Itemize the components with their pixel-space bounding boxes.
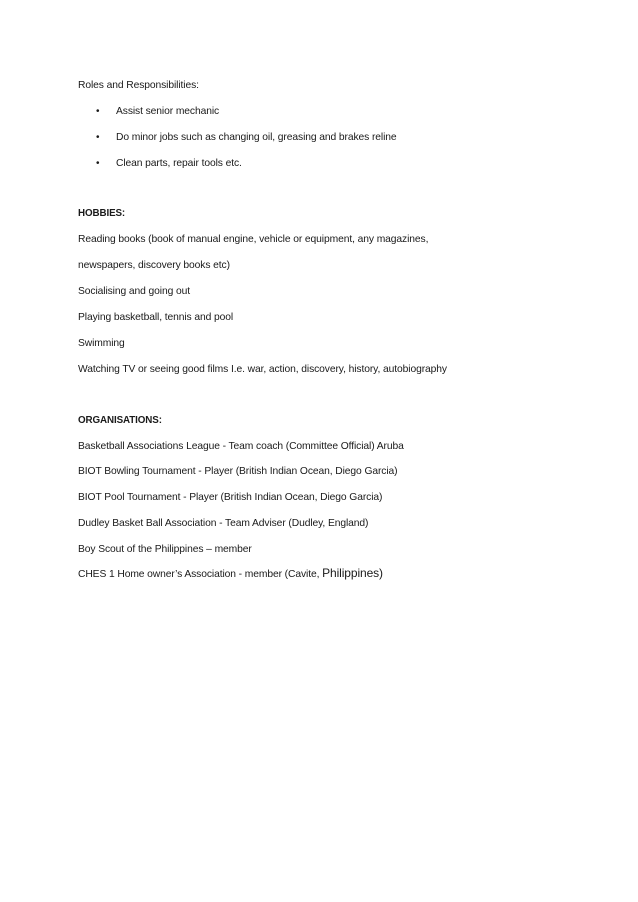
organisation-line-suffix: Philippines) (322, 566, 383, 580)
roles-item-text: Clean parts, repair tools etc. (116, 158, 242, 169)
hobby-line: Playing basketball, tennis and pool (78, 312, 234, 323)
organisation-line: BIOT Bowling Tournament - Player (British Indian Ocean, Diego Garcia) (78, 466, 398, 477)
roles-item-text: Do minor jobs such as changing oil, greasing and brakes reline (116, 132, 397, 143)
organisations-heading: ORGANISATIONS: (78, 415, 162, 426)
hobby-line: Reading books (book of manual engine, vehicle or equipment, any magazines, (78, 234, 429, 245)
hobby-line: newspapers, discovery books etc) (78, 260, 230, 271)
hobby-line: Swimming (78, 338, 125, 349)
roles-bullet-item (96, 157, 242, 170)
bullet-icon: • (96, 106, 100, 117)
bullet-icon: • (96, 158, 100, 169)
hobby-line: Socialising and going out (78, 286, 190, 297)
roles-bullet-item (96, 105, 219, 118)
roles-bullet-item (96, 131, 397, 144)
organisation-line: Dudley Basket Ball Association - Team Adviser (Dudley, England) (78, 518, 369, 529)
organisation-line: Boy Scout of the Philippines – member (78, 544, 252, 555)
organisation-line-prefix: CHES 1 Home owner’s Association - member (Cavite, (78, 569, 323, 580)
hobbies-heading: HOBBIES: (78, 208, 126, 219)
bullet-icon: • (96, 132, 100, 143)
roles-item-text: Assist senior mechanic (116, 106, 220, 117)
organisation-line: BIOT Pool Tournament - Player (British Indian Ocean, Diego Garcia) (78, 492, 383, 503)
organisation-line: Basketball Associations League - Team coach (Committee Official) Aruba (78, 441, 404, 452)
organisation-line-last (78, 567, 383, 581)
hobby-line: Watching TV or seeing good films I.e. war, action, discovery, history, autobiography (78, 364, 447, 375)
roles-heading: Roles and Responsibilities: (78, 80, 199, 91)
